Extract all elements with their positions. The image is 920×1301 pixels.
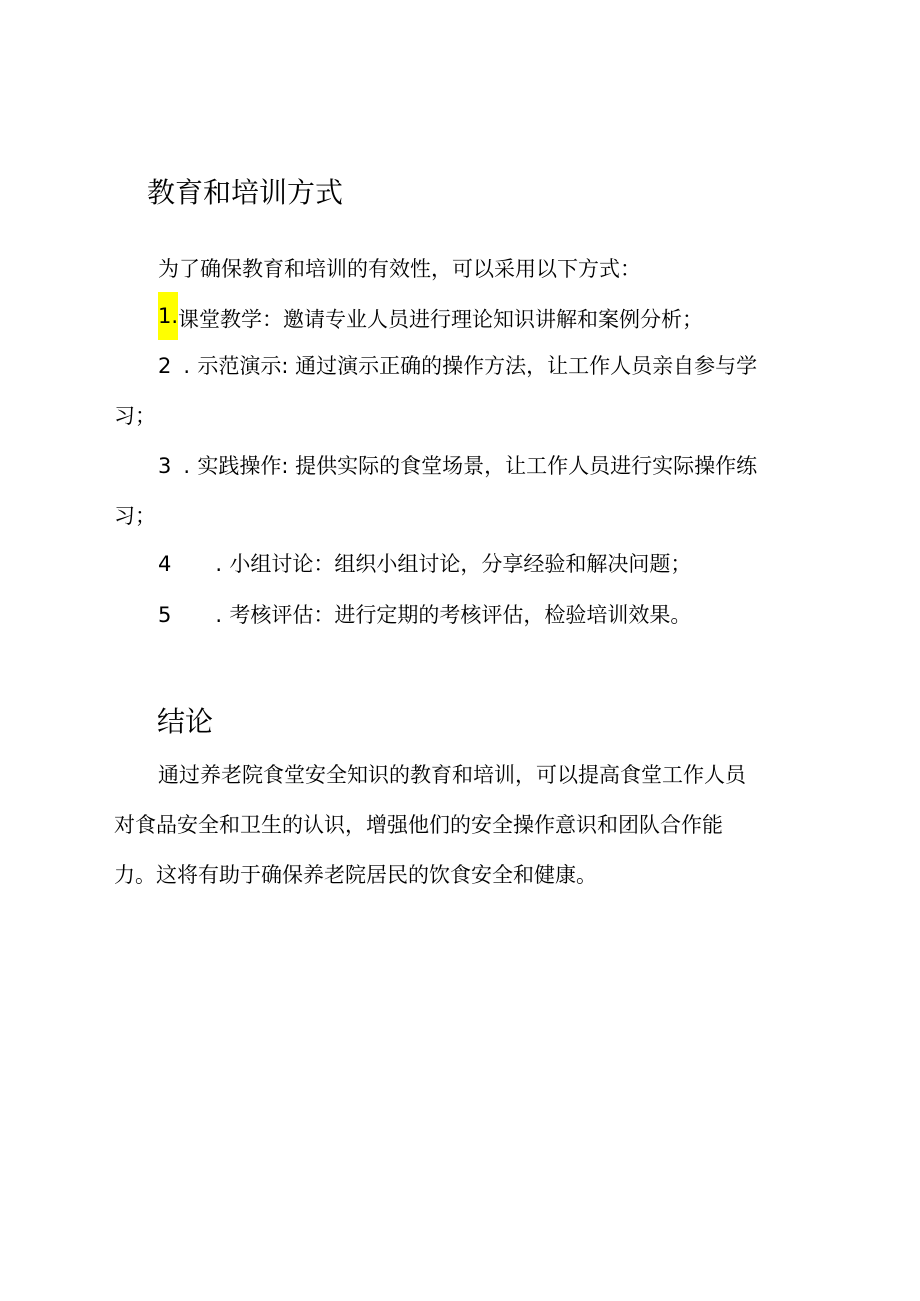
list-item-separator: . [215, 603, 223, 627]
list-item-separator: . [183, 454, 191, 478]
list-item-text: 考核评估：进行定期的考核评估，检验培训效果。 [229, 603, 692, 627]
list-item-text: 小组讨论：组织小组讨论，分享经验和解决问题； [229, 552, 692, 576]
list-item-number: 4 [158, 552, 172, 576]
conclusion-line-1: 通过养老院食堂安全知识的教育和培训，可以提高食堂工作人员 [158, 763, 746, 787]
list-item-3-continuation: 习； [114, 504, 156, 528]
list-item-2-continuation: 习； [114, 404, 156, 428]
list-item-separator: . [183, 354, 191, 378]
section-heading-conclusion: 结论 [157, 705, 214, 738]
list-item-5 [158, 600, 691, 630]
section-heading-methods: 教育和培训方式 [147, 176, 344, 209]
list-item-separator: . [215, 552, 223, 576]
intro-paragraph: 为了确保教育和培训的有效性，可以采用以下方式： [158, 257, 641, 281]
list-item-number: 5 [158, 603, 172, 627]
list-item-text: 课堂教学：邀请专业人员进行理论知识讲解和案例分析； [178, 307, 704, 332]
list-item-number: 3 [158, 454, 172, 478]
list-item-text: 实践操作: 提供实际的食堂场景，让工作人员进行实际操作练 [197, 454, 758, 478]
conclusion-line-2: 对食品安全和卫生的认识，增强他们的安全操作意识和团队合作能 [114, 813, 723, 837]
list-item-4 [158, 549, 691, 579]
list-item-number: 2 [158, 354, 172, 378]
list-item-2 [158, 351, 757, 381]
list-item-3 [158, 451, 757, 481]
conclusion-line-3: 力。这将有助于确保养老院居民的饮食安全和健康。 [114, 863, 597, 887]
list-item-text: 示范演示: 通过演示正确的操作方法，让工作人员亲自参与学 [197, 354, 758, 378]
list-item-number: 1. [158, 292, 178, 340]
list-item-1 [158, 301, 703, 340]
